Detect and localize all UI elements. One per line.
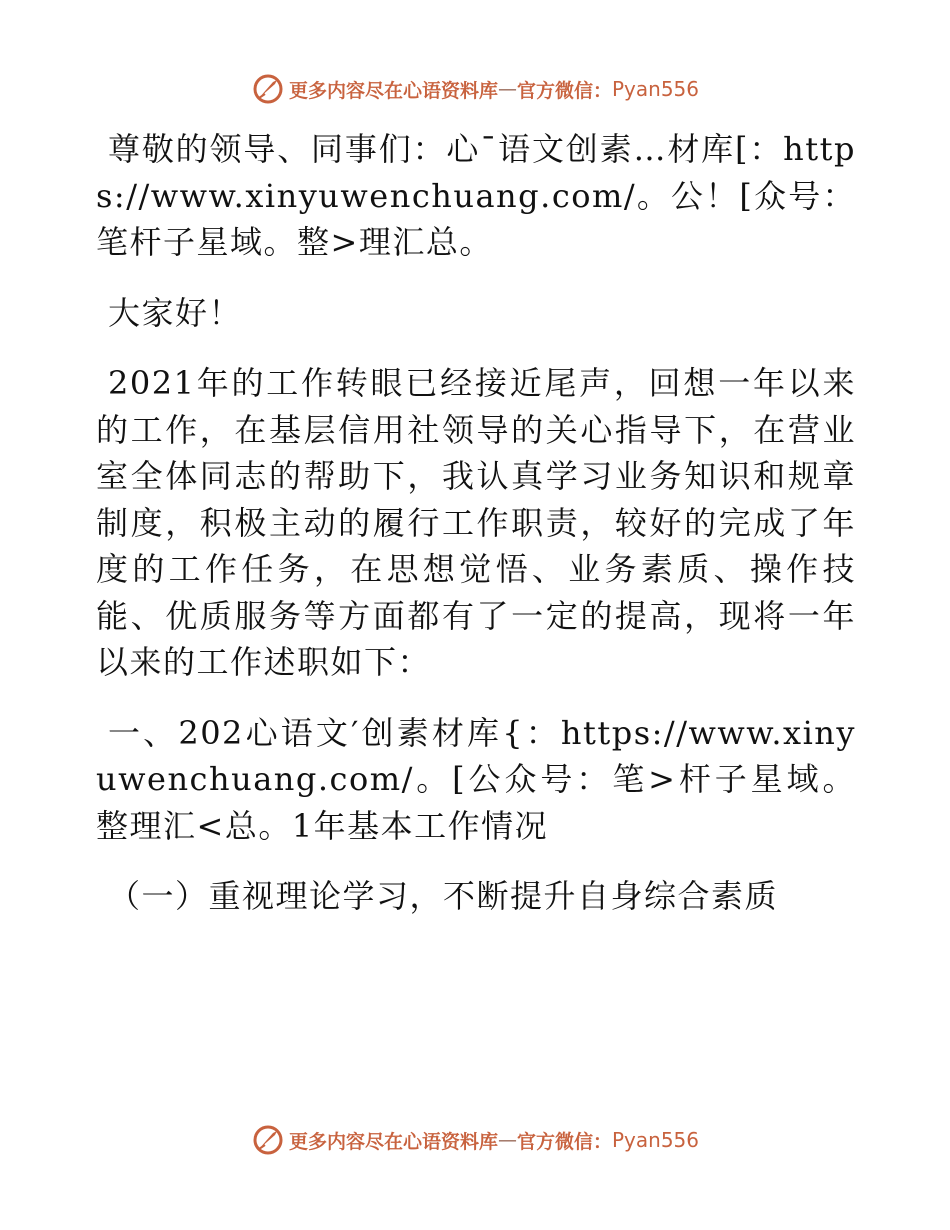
subsection-heading-1: （一）重视理论学习，不断提升自身综合素质	[108, 877, 779, 915]
quill-logo-icon	[251, 1123, 285, 1157]
banner-separator: —	[497, 78, 517, 100]
banner-wechat-id: Pyan556	[612, 77, 700, 101]
footer-watermark-banner	[0, 1123, 950, 1157]
banner-site-text: 更多内容尽在心语资料库	[288, 1130, 498, 1153]
banner-site-text: 更多内容尽在心语资料库	[288, 79, 498, 102]
banner-wechat-id: Pyan556	[612, 1128, 700, 1152]
document-body	[96, 126, 856, 920]
header-watermark-banner	[0, 72, 950, 106]
section-heading-1: 一、202心语文′创素材库{：https://www.xinyuwenchuang.com/。[公众号：笔>杆子星域。整理汇<总。1年基本工作情况	[96, 713, 856, 845]
salutation-paragraph: 尊敬的领导、同事们：心¯语文创素…材库[：https://www.xinyuwenchuang.com/。公！[众号：笔杆子星域。整>理汇总。	[96, 130, 856, 261]
banner-wechat-label: 官方微信：	[516, 79, 612, 102]
banner-wechat-label: 官方微信：	[516, 1130, 612, 1153]
banner-separator: —	[497, 1129, 517, 1151]
greeting-paragraph: 大家好！	[108, 293, 243, 332]
intro-paragraph: 2021年的工作转眼已经接近尾声，回想一年以来的工作，在基层信用社领导的关心指导下，在营业室全体同志的帮助下，我认真学习业务知识和规章制度，积极主动的履行工作职责，较好的完成了年度的工作任务，在思想觉悟、业务素质、操作技能、优质服务等方面都有了一定的提高，现将一年以来的工作述职如下：	[96, 364, 856, 681]
quill-logo-icon	[251, 72, 285, 106]
